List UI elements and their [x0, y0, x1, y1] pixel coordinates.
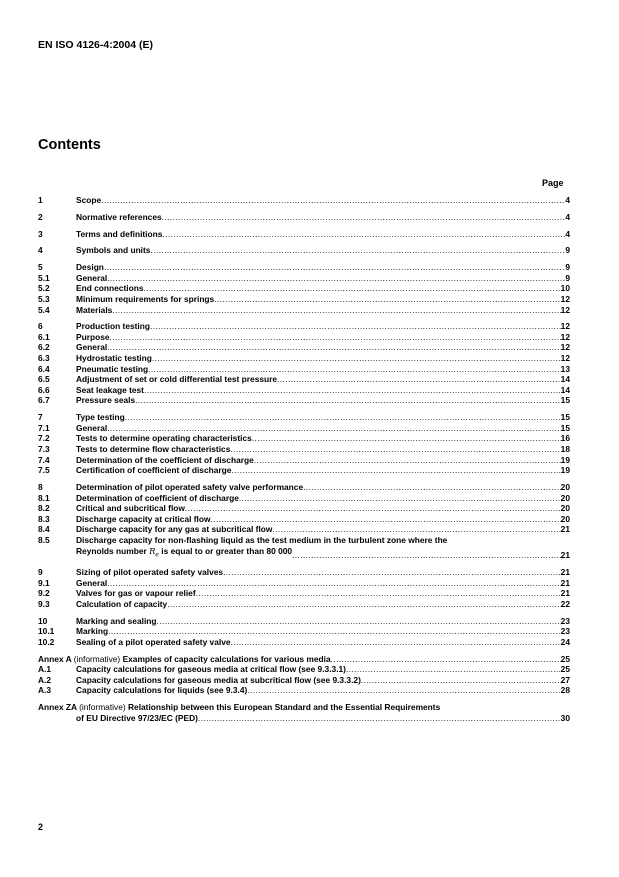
entry-title: Pressure seals: [76, 395, 136, 406]
entry-title: General: [76, 422, 108, 433]
entry-page: 21: [560, 524, 570, 535]
toc-entry[interactable]: [38, 294, 570, 305]
toc-entry[interactable]: [38, 675, 570, 686]
entry-title: Determination of pilot operated safety valve performance: [76, 481, 304, 492]
leader-dots: [247, 685, 560, 696]
leader-dots: [150, 321, 561, 332]
entry-title: Design: [76, 262, 104, 273]
entry-title: Scope: [76, 195, 102, 205]
entry-page: 20: [560, 481, 570, 492]
toc-entry[interactable]: [38, 524, 570, 535]
toc-entry[interactable]: [38, 423, 570, 434]
leader-dots: [185, 503, 561, 514]
entry-number: 1: [38, 195, 43, 205]
leader-dots: [150, 245, 565, 256]
entry-page: 15: [560, 412, 570, 423]
leader-dots: [231, 465, 560, 476]
toc-entry[interactable]: [38, 342, 570, 353]
leader-dots: [107, 273, 565, 284]
toc-entry[interactable]: [38, 395, 570, 406]
entry-number: 6.2: [38, 342, 50, 353]
leader-dots: [107, 578, 560, 589]
toc-entry[interactable]: [38, 578, 570, 589]
toc-entry[interactable]: [38, 332, 570, 343]
leader-dots: [135, 395, 561, 406]
entry-page: 14: [560, 384, 570, 395]
leader-dots: [107, 423, 560, 434]
entry-title: Calculation of capacity: [76, 598, 168, 609]
entry-number: 5.2: [38, 283, 50, 294]
leader-dots: [107, 342, 560, 353]
entry-title-continued: Reynolds number $R_e$ is equal to or greater than 80 000: [76, 545, 293, 559]
entry-title: Type testing: [76, 412, 125, 423]
entry-number: 10.2: [38, 636, 55, 647]
toc-entry[interactable]: [38, 305, 570, 316]
leader-dots: [196, 588, 561, 599]
entry-title: Materials: [76, 304, 113, 315]
entry-title: Marking and sealing: [76, 615, 157, 626]
entry-number: 7: [38, 412, 43, 423]
entry-number: 6.7: [38, 395, 50, 406]
toc-entry[interactable]: [38, 482, 570, 493]
entry-page: 27: [560, 674, 570, 685]
entry-page: 4: [565, 228, 570, 239]
toc-entry[interactable]: [38, 444, 570, 455]
leader-dots: [211, 514, 561, 525]
entry-number: 5.1: [38, 272, 50, 283]
toc-entry[interactable]: [38, 374, 570, 385]
leader-dots: [223, 567, 561, 578]
entry-number: 10.1: [38, 626, 55, 637]
toc-annex-za[interactable]: [38, 702, 570, 713]
entry-title: Sizing of pilot operated safety valves: [76, 566, 224, 577]
toc-entry[interactable]: [38, 385, 570, 396]
leader-dots: [110, 332, 561, 343]
entry-title: Capacity calculations for gaseous media at subcritical flow (see 9.3.3.2): [76, 674, 361, 685]
entry-title: Valves for gas or vapour relief: [76, 588, 196, 599]
entry-number: 5.3: [38, 293, 50, 304]
toc-entry[interactable]: [38, 212, 570, 223]
entry-number: 8.4: [38, 524, 50, 535]
leader-dots: [272, 524, 560, 535]
entry-title: General: [76, 577, 108, 588]
entry-page: 25: [560, 664, 570, 675]
entry-number: 8.3: [38, 513, 50, 524]
entry-page: 23: [560, 626, 570, 637]
annex-label: Annex A: [38, 653, 72, 664]
entry-page: 15: [560, 422, 570, 433]
toc-entry[interactable]: [38, 637, 570, 648]
entry-number: 8.1: [38, 492, 50, 503]
entry-title: Discharge capacity at critical flow: [76, 513, 211, 524]
entry-page: 4: [565, 195, 570, 205]
leader-dots: [143, 283, 560, 294]
entry-page: 12: [560, 321, 570, 332]
informative-label: (informative): [79, 702, 126, 713]
leader-dots: [254, 455, 561, 466]
entry-page: 21: [560, 588, 570, 599]
informative-label: (informative): [73, 653, 121, 664]
entry-title: General: [76, 342, 108, 353]
leader-dots: [125, 412, 561, 423]
entry-number: 8.5: [38, 534, 50, 545]
toc-entry[interactable]: [38, 664, 570, 675]
entry-number: 8: [38, 481, 43, 492]
annex-za-title: [38, 702, 440, 713]
entry-title: Tests to determine flow characteristics: [76, 444, 231, 454]
entry-page: 12: [560, 342, 570, 353]
entry-number: A.2: [38, 674, 52, 685]
entry-number: 9: [38, 566, 43, 577]
entry-title: Pneumatic testing: [76, 363, 149, 374]
toc-entry[interactable]: [38, 465, 570, 476]
entry-number: 6.4: [38, 363, 50, 374]
entry-number: 9.3: [38, 598, 50, 609]
entry-number: 7.1: [38, 422, 50, 433]
annex-title: Examples of capacity calculations for various media: [122, 653, 331, 664]
toc-annex-a[interactable]: [38, 654, 570, 665]
toc-entry[interactable]: [38, 514, 570, 525]
page-column-label: Page: [542, 178, 564, 188]
entry-page: 21: [560, 566, 570, 577]
leader-dots: [214, 294, 560, 305]
leader-dots: [167, 599, 560, 610]
entry-page: 12: [560, 304, 570, 315]
leader-dots: [104, 262, 565, 273]
toc-entry[interactable]: [38, 685, 570, 696]
entry-page: 14: [560, 374, 570, 385]
toc-annex-za-cont[interactable]: [38, 713, 570, 724]
entry-number: 7.4: [38, 454, 50, 465]
annex-a-title: [38, 654, 331, 665]
entry-title: End connections: [76, 283, 144, 294]
entry-number: 6.1: [38, 331, 50, 342]
document-id: EN ISO 4126-4:2004 (E): [38, 39, 153, 51]
entry-number: 5.4: [38, 304, 50, 315]
entry-page: 20: [560, 492, 570, 503]
leader-dots: [331, 654, 561, 665]
entry-page: 9: [565, 245, 570, 256]
entry-page: 4: [565, 211, 570, 222]
table-of-contents: [38, 195, 570, 723]
annex-title: Relationship between this European Standard and the Essential Requirements: [127, 702, 441, 713]
annex-title-continued: of EU Directive 97/23/EC (PED): [76, 712, 198, 723]
entry-page: 10: [560, 283, 570, 294]
entry-title: Critical and subcritical flow: [76, 503, 185, 514]
entry-number: 6.6: [38, 384, 50, 395]
entry-title: Determination of coefficient of discharge: [76, 492, 239, 503]
leader-dots: [361, 675, 561, 686]
toc-entry[interactable]: [38, 412, 570, 423]
toc-entry[interactable]: [38, 626, 570, 637]
entry-page: 25: [560, 653, 570, 664]
entry-number: 6.5: [38, 374, 50, 385]
leader-dots: [144, 385, 561, 396]
entry-number: 8.2: [38, 503, 50, 514]
leader-dots: [239, 493, 561, 504]
entry-page: 20: [560, 513, 570, 524]
entry-number: 7.2: [38, 433, 50, 444]
entry-page: 23: [560, 615, 570, 626]
toc-entry[interactable]: [38, 321, 570, 332]
leader-dots: [152, 353, 561, 364]
entry-page: 19: [560, 454, 570, 465]
entry-page: 9: [565, 262, 570, 273]
entry-number: 6.3: [38, 353, 50, 364]
entry-number: 9.1: [38, 577, 50, 588]
leader-dots: [252, 433, 561, 444]
entry-title: Discharge capacity for any gas at subcritical flow: [76, 524, 273, 535]
leader-dots: [277, 374, 561, 385]
entry-number: 7.3: [38, 444, 50, 454]
annex-label: Annex ZA: [38, 702, 77, 713]
leader-dots: [157, 616, 561, 627]
leader-dots: [346, 664, 561, 675]
entry-page: 19: [560, 465, 570, 476]
entry-page: 13: [560, 363, 570, 374]
entry-page: 12: [560, 293, 570, 304]
toc-entry[interactable]: [38, 433, 570, 444]
entry-title: Discharge capacity for non-flashing liquid as the test medium in the turbulent zone where the: [76, 534, 448, 545]
entry-number: 6: [38, 321, 43, 332]
entry-title: Marking: [76, 626, 109, 637]
toc-entry[interactable]: [38, 245, 570, 256]
entry-number: A.3: [38, 685, 52, 696]
entry-title: Symbols and units: [76, 245, 151, 256]
entry-title: Tests to determine operating characteristics: [76, 433, 252, 444]
entry-title: Determination of the coefficient of discharge: [76, 454, 254, 465]
leader-dots: [162, 212, 566, 223]
entry-page: 12: [560, 331, 570, 342]
toc-entry-8-5-cont[interactable]: [38, 546, 570, 561]
entry-title: Sealing of a pilot operated safety valve: [76, 636, 231, 647]
leader-dots: [112, 305, 560, 316]
entry-page: 18: [560, 444, 570, 454]
toc-entry[interactable]: [38, 599, 570, 610]
entry-page: 24: [560, 636, 570, 647]
leader-dots: [230, 444, 560, 455]
toc-entry[interactable]: [38, 567, 570, 578]
entry-page: 15: [560, 395, 570, 406]
entry-title: Adjustment of set or cold differential test pressure: [76, 374, 278, 385]
entry-number: 7.5: [38, 465, 50, 476]
leader-dots: [108, 626, 561, 637]
entry-page: 12: [560, 353, 570, 364]
toc-entry[interactable]: [38, 493, 570, 504]
entry-title: Normative references: [76, 211, 162, 222]
leader-dots: [198, 713, 561, 724]
entry-title: Production testing: [76, 321, 150, 332]
toc-entry[interactable]: [38, 364, 570, 375]
entry-title: Seat leakage test: [76, 384, 144, 395]
entry-title: Purpose: [76, 331, 110, 342]
entry-title: Hydrostatic testing: [76, 353, 152, 364]
page-number: 2: [38, 822, 44, 832]
toc-entry[interactable]: [38, 588, 570, 599]
entry-number: 5: [38, 262, 43, 273]
entry-page: 30: [560, 712, 570, 723]
toc-entry[interactable]: [38, 353, 570, 364]
entry-title: Certification of coefficient of discharge: [76, 465, 232, 476]
contents-title: Contents: [38, 137, 101, 153]
entry-number: 2: [38, 211, 43, 222]
toc-entry[interactable]: [38, 455, 570, 466]
entry-page: 22: [560, 598, 570, 609]
entry-page: 16: [560, 433, 570, 444]
leader-dots: [162, 229, 565, 240]
leader-dots: [303, 482, 561, 493]
entry-title: Capacity calculations for gaseous media at critical flow (see 9.3.3.1): [76, 664, 346, 675]
toc-entry[interactable]: [38, 262, 570, 273]
entry-page: 20: [560, 503, 570, 514]
entry-number: 10: [38, 615, 48, 626]
entry-page: 21: [560, 550, 570, 561]
leader-dots: [101, 195, 565, 206]
entry-number: 9.2: [38, 588, 50, 599]
toc-entry[interactable]: [38, 229, 570, 240]
entry-page: 9: [565, 272, 570, 283]
entry-page: 21: [560, 577, 570, 588]
entry-title: Terms and definitions: [76, 228, 163, 239]
toc-entry[interactable]: [38, 503, 570, 514]
toc-entry[interactable]: [38, 273, 570, 284]
leader-dots: [231, 637, 561, 648]
leader-dots: [148, 364, 561, 375]
entry-title: Capacity calculations for liquids (see 9.3.4): [76, 685, 248, 696]
entry-number: A.1: [38, 664, 52, 675]
toc-entry-8-5[interactable]: [38, 535, 570, 546]
toc-entry[interactable]: [38, 616, 570, 627]
reynolds-symbol: $R_e$: [149, 545, 159, 559]
entry-title: General: [76, 272, 108, 283]
leader-dots: [292, 550, 561, 561]
toc-entry[interactable]: [38, 283, 570, 294]
entry-page: 28: [560, 685, 570, 696]
entry-number: 3: [38, 228, 43, 239]
entry-title: Minimum requirements for springs: [76, 293, 215, 304]
entry-number: 4: [38, 245, 43, 256]
toc-entry[interactable]: [38, 195, 570, 206]
